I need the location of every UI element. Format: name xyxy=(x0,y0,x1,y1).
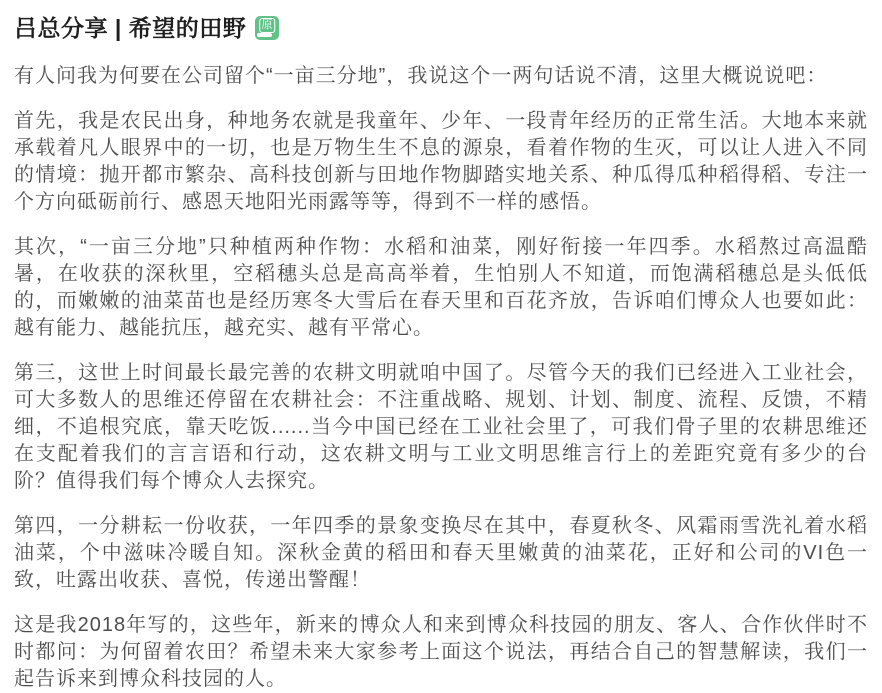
paragraph-closing: 这是我2018年写的，这些年，新来的博众人和来到博众科技园的朋友、客人、合作伙伴时不时都问：为何留着农田？希望未来大家参考上面这个说法，再结合自己的智慧解读，我们一起告诉来到博众科技园的人。 xyxy=(14,614,868,690)
paragraph-first-point: 首先，我是农民出身，种地务农就是我童年、少年、一段青年经历的正常生活。大地本来就承载着凡人眼界中的一切，也是万物生生不息的源泉，看着作物的生灭，可以让人进入不同的情境：抛开都市繁杂、高科技创新与田地作物脚踏实地关系、种瓜得瓜种稻得稻、专注一个方向砥砺前行、感恩天地阳光雨露等等，得到不一样的感悟。 xyxy=(14,110,868,213)
paragraph-second-point: 其次，“一亩三分地”只种植两种作物：水稻和油菜，刚好衔接一年四季。水稻熬过高温酷暑，在收获的深秋里，空稻穗头总是高高举着，生怕别人不知道，而饱满稻穗总是头低低的，而嫩嫩的油菜苗也是经历寒冬大雪后在春天里和百花齐放，告诉咱们博众人也要如此：越有能力、越能抗压，越充实、越有平常心。 xyxy=(14,236,868,339)
original-badge-label: 原 xyxy=(261,19,273,31)
page-title xyxy=(14,10,868,43)
page-title-text: 吕总分享 | 希望的田野 xyxy=(14,15,247,41)
paragraph-intro: 有人问我为何要在公司留个“一亩三分地”，我说这个一两句话说不清，这里大概说说吧： xyxy=(14,65,828,87)
book-pages-shape xyxy=(257,33,272,37)
paragraph-fourth-point: 第四，一分耕耘一份收获，一年四季的景象变换尽在其中，春夏秋冬、风霜雨雪洗礼着水稻油菜，个中滋味冷暖自知。深秋金黄的稻田和春天里嫩黄的油菜花，正好和公司的VI色一致，吐露出收获、喜悦，传递出警醒！ xyxy=(14,515,868,591)
original-content-badge-icon xyxy=(255,16,279,40)
paragraph-third-point: 第三，这世上时间最长最完善的农耕文明就咱中国了。尽管今天的我们已经进入工业社会，可大多数人的思维还停留在农耕社会：不注重战略、规划、计划、制度、流程、反馈，不精细，不追根究底，靠天吃饭......当今中国已经在工业社会里了，可我们骨子里的农耕思维还在支配着我们的言言语和行动，这农耕文明与工业文明思维言行上的差距究竟有多少的台阶？值得我们每个博众人去探究。 xyxy=(14,362,868,492)
article-body xyxy=(14,63,868,693)
